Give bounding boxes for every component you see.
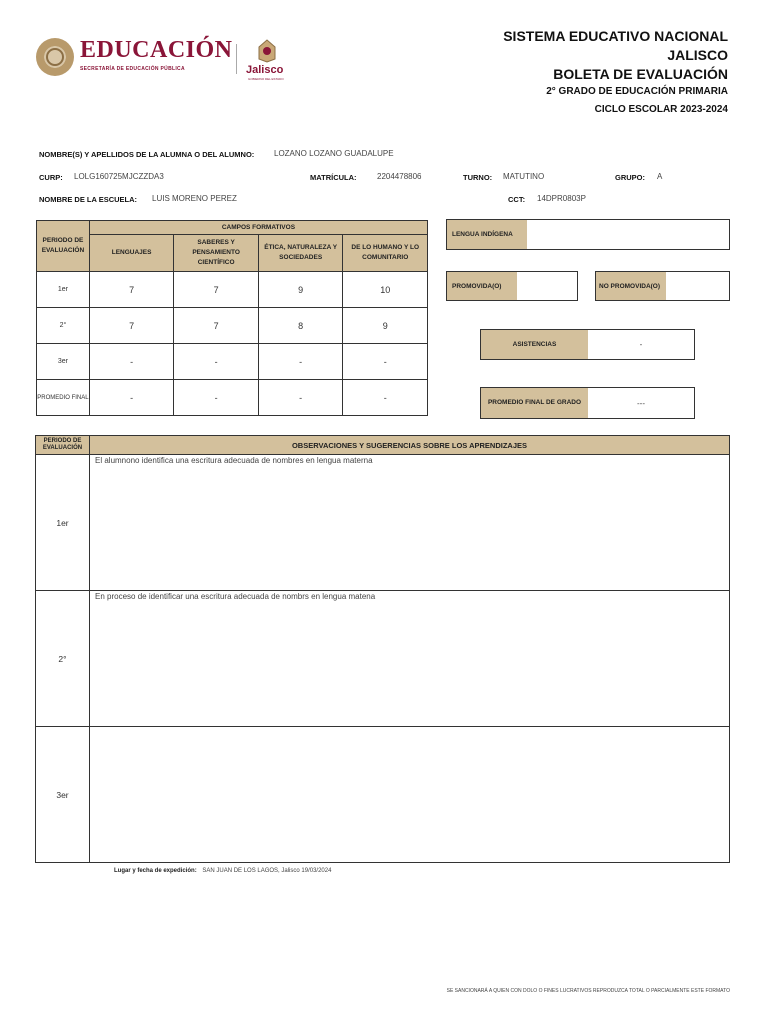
- grade-cell: 9: [343, 308, 428, 344]
- cycle-title: CICLO ESCOLAR 2023-2024: [594, 104, 728, 115]
- promovida-label: PROMOVIDA(O): [447, 272, 517, 300]
- grupo-value: A: [657, 172, 663, 181]
- table-row: [36, 727, 730, 863]
- table-row: [37, 344, 428, 380]
- grade-cell: 7: [174, 272, 259, 308]
- title-document: BOLETA DE EVALUACIÓN: [553, 66, 728, 82]
- obs-period: 3er: [36, 727, 90, 863]
- asistencias-label: ASISTENCIAS: [481, 330, 588, 359]
- logo-title: EDUCACIÓN: [80, 37, 233, 63]
- logo-subtitle: SECRETARÍA DE EDUCACIÓN PÚBLICA: [80, 66, 185, 72]
- jalisco-crest-icon: [256, 37, 278, 63]
- grade-cell: -: [174, 380, 259, 416]
- school-label: NOMBRE DE LA ESCUELA:: [39, 195, 138, 204]
- period-cell: 1er: [37, 272, 90, 308]
- grade-cell: 9: [258, 272, 343, 308]
- promovida-box: [446, 271, 578, 301]
- lengua-indigena-box: [446, 219, 730, 250]
- obs-period-header: PERIODO DE EVALUACIÓN: [36, 436, 90, 455]
- no-promovida-label: NO PROMOVIDA(O): [596, 272, 666, 300]
- obs-text: [90, 727, 730, 863]
- obs-header: OBSERVACIONES Y SUGERENCIAS SOBRE LOS APRENDIZAJES: [90, 436, 730, 455]
- obs-text: En proceso de identificar una escritura adecuada de nombrs en lengua matena: [90, 591, 730, 727]
- school-value: LUIS MORENO PEREZ: [152, 194, 237, 203]
- grade-cell: -: [174, 344, 259, 380]
- asistencias-box: [480, 329, 695, 360]
- turno-value: MATUTINO: [503, 172, 545, 181]
- name-label: NOMBRE(S) Y APELLIDOS DE LA ALUMNA O DEL ALUMNO:: [39, 150, 255, 159]
- title-state: JALISCO: [667, 47, 728, 63]
- observations-table: [35, 435, 730, 863]
- obs-period: 2°: [36, 591, 90, 727]
- title-system: SISTEMA EDUCATIVO NACIONAL: [503, 28, 728, 44]
- grade-title: 2° GRADO DE EDUCACIÓN PRIMARIA: [546, 86, 728, 97]
- grades-period-header: PERIODO DE EVALUACIÓN: [37, 221, 90, 272]
- curp-value: LOLG160725MJCZZDA3: [74, 172, 164, 181]
- issue-place: [114, 868, 331, 874]
- issue-place-label: Lugar y fecha de expedición:: [114, 868, 197, 874]
- promovida-value: [517, 272, 577, 300]
- cct-value: 14DPR0803P: [537, 194, 586, 203]
- curp-label: CURP:: [39, 173, 63, 182]
- col-header: LENGUAJES: [89, 235, 173, 272]
- grade-cell: 7: [89, 308, 173, 344]
- grade-cell: -: [343, 380, 428, 416]
- promedio-final-box: [480, 387, 695, 419]
- state-logo-text: Jalisco: [246, 64, 284, 76]
- grade-cell: -: [89, 380, 173, 416]
- promedio-value: ---: [588, 388, 694, 418]
- grade-cell: -: [89, 344, 173, 380]
- turno-label: TURNO:: [463, 173, 493, 182]
- grade-cell: 8: [258, 308, 343, 344]
- grade-cell: -: [258, 344, 343, 380]
- col-header: ÉTICA, NATURALEZA Y SOCIEDADES: [258, 235, 343, 272]
- table-row: [37, 308, 428, 344]
- table-row: [36, 455, 730, 591]
- campos-header: CAMPOS FORMATIVOS: [89, 221, 427, 235]
- asistencias-value: -: [588, 330, 694, 359]
- no-promovida-value: [666, 272, 729, 300]
- lengua-label: LENGUA INDÍGENA: [447, 220, 527, 249]
- period-cell: 3er: [37, 344, 90, 380]
- col-header: DE LO HUMANO Y LO COMUNITARIO: [343, 235, 428, 272]
- issue-place-value: SAN JUAN DE LOS LAGOS, Jalisco 19/03/2024: [202, 868, 332, 874]
- lengua-value: [527, 220, 729, 249]
- period-cell: PROMEDIO FINAL: [37, 380, 90, 416]
- matricula-value: 2204478806: [377, 172, 422, 181]
- table-row: [36, 591, 730, 727]
- student-name: LOZANO LOZANO GUADALUPE: [274, 149, 394, 158]
- promedio-label: PROMEDIO FINAL DE GRADO: [481, 388, 588, 418]
- matricula-label: MATRÍCULA:: [310, 173, 357, 182]
- no-promovida-box: [595, 271, 730, 301]
- grupo-label: GRUPO:: [615, 173, 645, 182]
- sep-seal-icon: [36, 38, 74, 76]
- grade-cell: 7: [174, 308, 259, 344]
- cct-label: CCT:: [508, 195, 526, 204]
- table-row: [37, 272, 428, 308]
- state-logo-subtext: GOBIERNO DEL ESTADO: [248, 77, 284, 81]
- grade-cell: -: [258, 380, 343, 416]
- period-cell: 2°: [37, 308, 90, 344]
- grade-cell: 10: [343, 272, 428, 308]
- grade-cell: 7: [89, 272, 173, 308]
- legal-notice: SE SANCIONARÁ A QUIEN CON DOLO O FINES LUCRATIVOS REPRODUZCA TOTAL O PARCIALMENTE ESTE FORMATO: [446, 988, 730, 994]
- grades-table: [36, 220, 428, 416]
- col-header: SABERES Y PENSAMIENTO CIENTÍFICO: [174, 235, 259, 272]
- grade-cell: -: [343, 344, 428, 380]
- logo-divider: [236, 44, 237, 74]
- table-row: [37, 380, 428, 416]
- obs-period: 1er: [36, 455, 90, 591]
- obs-text: El alumnono identifica una escritura adecuada de nombres en lengua materna: [90, 455, 730, 591]
